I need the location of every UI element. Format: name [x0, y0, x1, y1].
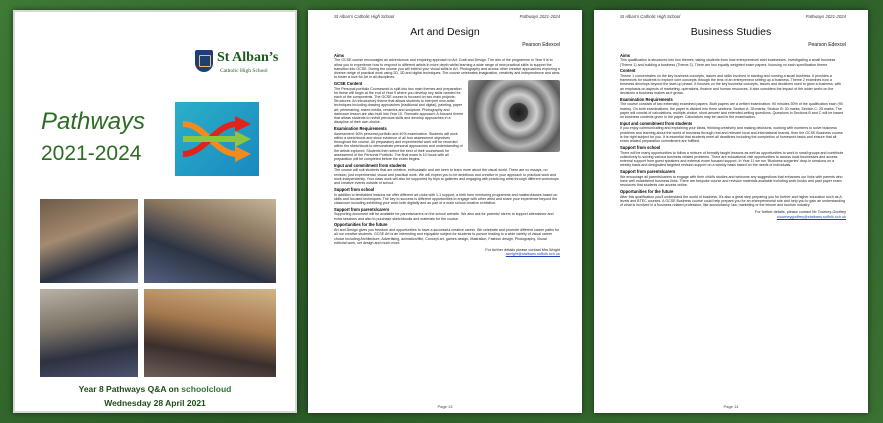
section-text: The GCSE course encourages an adventurous and enquiring approach to Art, Craft and Design. The aim of the programme in Year 9 is to allow you to experience how to respond to different artists in more depth whilst learning a wide range of new practical skills to support the transition into GCSE. During the course you will extend your visual skills in Art, Photography and across other creative approaches exploring a diverse range of practical work using 2D, 3D and digital techniques. The course celebrates imagination, creativity and independence and aims to foster a love for Art in all disciplines.: [334, 58, 560, 80]
section-heading: GCSE Content: [334, 80, 363, 86]
cover-years: 2021-2024: [41, 142, 142, 165]
section-heading: Opportunities for the future: [334, 222, 388, 228]
section-text: In addition to timetabled lessons we offer different art clubs with 1-1 support, a birth form mentoring programme and masterclasses based on skills and focused techniques. The key to success is different opportunities to engage with other artist and share your experience beyond the classroom including exhibiting your work both digitally and as part of a main school creative exhibition.: [334, 192, 558, 205]
contact-line: For further details please contact Mrs Wright: [485, 247, 560, 252]
section-heading: Input and commitment from students: [620, 120, 693, 126]
section-text: The Personal portfolio Coursework is split into two main themes and preparation for these will begin at the end of Year 9 where you develop key skills needed for each of the components. The GCSE course is focused on two main projects: Structures: An introductory theme that allows students to interpret new artist techniques including drawing approaches (traditional and digital), painting, paper art, printmaking, mixed media, ceramics and sculpture. Photography and darkroom lesson are also built into Year 10. Thematic approach: A focused theme that allows students to revisit previous skills and develop approaches in a discipline of their own choice.: [334, 86, 464, 125]
section-text: If you enjoy communicating and explaining your ideas, thinking creatively and making decisions, working with numbers to solve business problems and learning about the world of business through real and relevant local and international brands, then the GCSE Business course is the right subject for you. It is essential that students meet all deadlines including the completion of homework tasks and ensure that all exam related preparation commitment are fulfilled.: [620, 126, 843, 144]
page-number: Page 13: [437, 404, 453, 409]
pathways-arrows-icon: [175, 102, 259, 176]
section-heading: Aims: [620, 52, 631, 58]
section-heading: Examination Requirements: [620, 96, 673, 102]
page-title: Art and Design: [410, 26, 480, 38]
cover-footer-date: Wednesday 28 April 2021: [104, 398, 206, 408]
header-pathways: Pathways 2021-2024: [805, 14, 846, 19]
section-heading: Aims: [334, 52, 345, 58]
eye-artwork-image: [468, 80, 560, 152]
cover-footer-qa: [15, 384, 295, 394]
school-name: St Alban’s: [217, 50, 279, 65]
exam-board: Pearson Edexcel: [522, 42, 560, 48]
photo-art: [143, 288, 277, 378]
page-art-and-design: [308, 10, 582, 413]
section-heading: Content: [620, 68, 636, 74]
section-heading: Input and commitment from students: [334, 162, 407, 168]
section-text: Art and Design gives you freedom and opportunities to have a successful creative career. We celebrate and promote different career paths for all our creative students. GCSE Art is an interesting and enjoyable subject for students to pursue leading to a wide variety of visual career choice including Architecture, Advertising, animation/film, Concept art, games design, illustration, Fashion design, Photography, Visual editorial work, set design and much more.: [334, 228, 560, 245]
contact-block: [620, 210, 846, 219]
contact-line: For further details, please contact Mr Tourney-Godfrey: [754, 210, 846, 215]
section-text: Assessment: 60% personal portfolio and 40% examination. Students will work within a sketchbook and show evidence of all four assessment objectives throughout the course. All preparatory and experimental work will be recorded within the sketchbook to demonstrate personal approaches and understanding of the artists explored. Students then select the best of their coursework for assessment of the Personal Portfolio. The final exam is 10 hours with all preparation will be completed before the exam begins.: [334, 131, 463, 161]
header-school: St Alban’s Catholic High School: [334, 14, 395, 19]
cover-title: Pathways: [41, 108, 146, 135]
section-heading: Opportunities for the future: [620, 188, 674, 194]
section-text: We encourage all parents/carers to engage with their child's studies and welcome any suggestions that enhances our links with parents who have well established business links. There are bespoke course and revision materials available including work books and past paper exam resources that students can access online.: [620, 174, 843, 188]
photo-music: [39, 288, 139, 378]
exam-board: Pearson Edexcel: [808, 42, 846, 48]
section-text: The course consists of two externally examined papers. Both papers are a written examination: 90 minutes 50% of the qualification each (90 marks). On both examinations, the paper is divided into three sections: Section A: 35 marks; Section B: 30 marks; Section C: 25 marks. The paper will consist of calculations, multiple-choice, short-answer and extended-writing questions. Questions in Sections B and C will be based on business contexts given in the paper. Calculators may be used in the examination.: [620, 102, 844, 119]
photo-classroom: [39, 198, 139, 284]
page-body: [620, 51, 846, 219]
section-text: The course will suit students that are creative, enthusiastic and are keen to learn more about the visual world. There are no essays, no revision, just experimental, visual and practical work. We will expect you to be ambitious and creative in your approach to practical work and work independently. Your class work will also be supported by trips to galleries and engaging with practicing artist through different workshops and creative events outside of school.: [334, 168, 559, 186]
page-body: [334, 51, 560, 257]
section-text: There will be many opportunities to follow a mixture of formally taught lessons as well as opportunities to work in small groups and contribute collectively to solving various business related problems. There are educational visit opportunities to access local businesses and access external support from guest speakers and external exam focused support. In Year 11 we run ‘Business surgeries’ drop-in sessions on a weekly basis and designated targeted revision support on a weekly basis based on the needs of individuals.: [620, 150, 844, 168]
section-heading: Support from school: [620, 144, 661, 150]
section-heading: Examination Requirements: [334, 125, 387, 131]
schoolcloud-logo: schoolcloud: [181, 384, 232, 394]
page-title: Business Studies: [690, 26, 772, 38]
contact-email-link[interactable]: awright@stalbans.suffolk.sch.uk: [505, 252, 560, 257]
header-pathways: Pathways 2021-2024: [519, 14, 560, 19]
school-crest-icon: [195, 50, 213, 72]
header-school: St Alban’s Catholic High School: [620, 14, 681, 19]
section-text: Theme 1 concentrates on the key business concepts, issues and skills involved in starting and running a small business. It provides a framework for students to explore core concepts through the lens of an entrepreneur setting up a business. Theme 2 examines how a business develops beyond the start-up phase. It focuses on the key business concepts, issues and decisions used to grow a business, with an emphasis on aspects of marketing, operations, finance and human resources. It also considers the impact of the wider world on the decisions a business makes as it grows.: [620, 74, 842, 95]
page-business-studies: [594, 10, 868, 413]
page-number: Page 14: [723, 404, 739, 409]
section-heading: Support from parents/carers: [620, 168, 676, 174]
section-text: After this qualification you'll understand the world of business. It's also a great step preparing you for further and higher education such as A levels and BTEC courses. A GCSE Business course could help prepare you for an entrepreneurial role and help you to gain an understanding of what is involved in a business-related profession, like accountancy, law, marketing or the leisure and tourism industry.: [620, 194, 845, 207]
footer-qa-text: Year 8 Pathways Q&A on: [78, 384, 182, 394]
school-subtitle: Catholic High School: [220, 68, 268, 74]
section-heading: Support from school: [334, 186, 375, 192]
section-text: Supporting document will be available for parents/carers on the school website. We also ask for parents/ carers to support attendance and extra sessions and also to purchase sketchbooks and materials for the course.: [334, 212, 554, 221]
section-text: This qualification is structured into two themes, taking students from how entrepreneurs start businesses, investigating a small business (Theme 1) and building a business (Theme 2). There are two equally weighted exam papers, focusing on each specification theme.: [620, 58, 836, 67]
student-photo-collage: [39, 198, 277, 378]
contact-block: [334, 248, 560, 257]
photo-lab: [143, 198, 277, 284]
contact-email-link[interactable]: ctourneygodfrey@stalbans.suffolk.sch.uk: [776, 214, 846, 219]
cover-page: [13, 10, 297, 413]
section-heading: Support from parents/carers: [334, 206, 390, 212]
